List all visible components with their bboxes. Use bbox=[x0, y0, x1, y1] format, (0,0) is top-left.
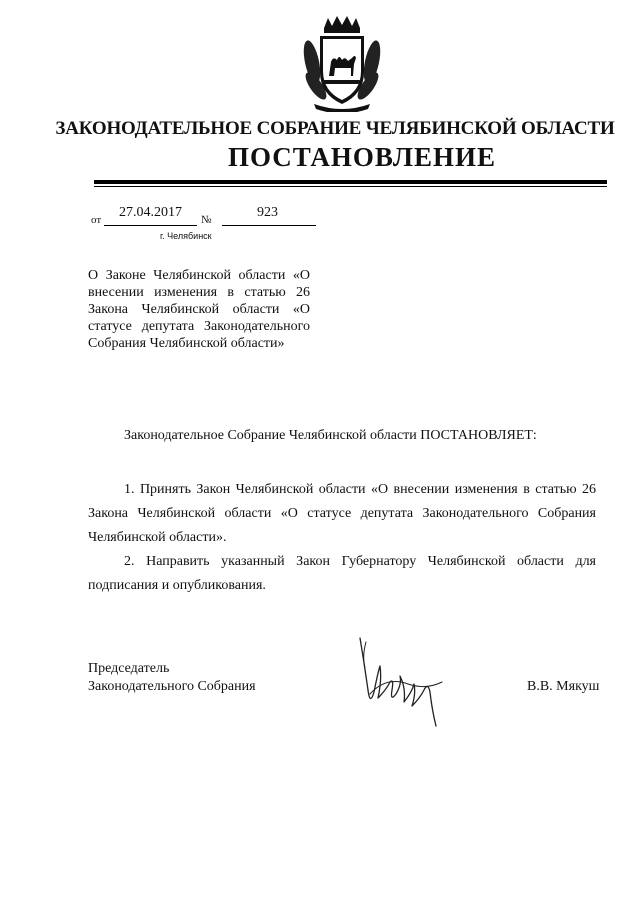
number-label: № bbox=[201, 214, 212, 226]
header-rule-thick bbox=[94, 180, 607, 184]
resolution-item-1: 1. Принять Закон Челябинской области «О внесении изменения в статью 26 Закона Челябинской области «О статусе депутата Законодательного Собрания Челябинской области». bbox=[88, 482, 596, 545]
header-rule-thin bbox=[94, 186, 607, 187]
date-underline bbox=[104, 225, 197, 226]
organization-title: ЗАКОНОДАТЕЛЬНОЕ СОБРАНИЕ ЧЕЛЯБИНСКОЙ ОБЛАСТИ bbox=[55, 118, 615, 139]
date-label: от bbox=[91, 214, 102, 226]
document-type-title: ПОСТАНОВЛЕНИЕ bbox=[227, 142, 497, 172]
city-label: г. Челябинск bbox=[160, 231, 212, 241]
resolution-item-2: 2. Направить указанный Закон Губернатору Челябинской области для подписания и опубликования. bbox=[88, 554, 596, 593]
signatory-name: В.В. Мякуш bbox=[527, 679, 600, 694]
document-subject: О Законе Челябинской области «О внесении изменения в статью 26 Закона Челябинской области «О статусе депутата Законодательного Собрания Челябинской области» bbox=[88, 268, 310, 351]
signatory-role-line-1: Председатель bbox=[88, 661, 170, 676]
document-number: 923 bbox=[257, 205, 278, 220]
chelyabinsk-coat-of-arms-icon bbox=[302, 14, 382, 112]
document-date: 27.04.2017 bbox=[119, 205, 182, 220]
signatory-role bbox=[88, 660, 256, 696]
signatory-role-line-2: Законодательного Собрания bbox=[88, 679, 256, 694]
number-underline bbox=[222, 225, 316, 226]
handwritten-signature-icon bbox=[356, 632, 456, 732]
preamble: Законодательное Собрание Челябинской области ПОСТАНОВЛЯЕТ: bbox=[124, 428, 537, 443]
